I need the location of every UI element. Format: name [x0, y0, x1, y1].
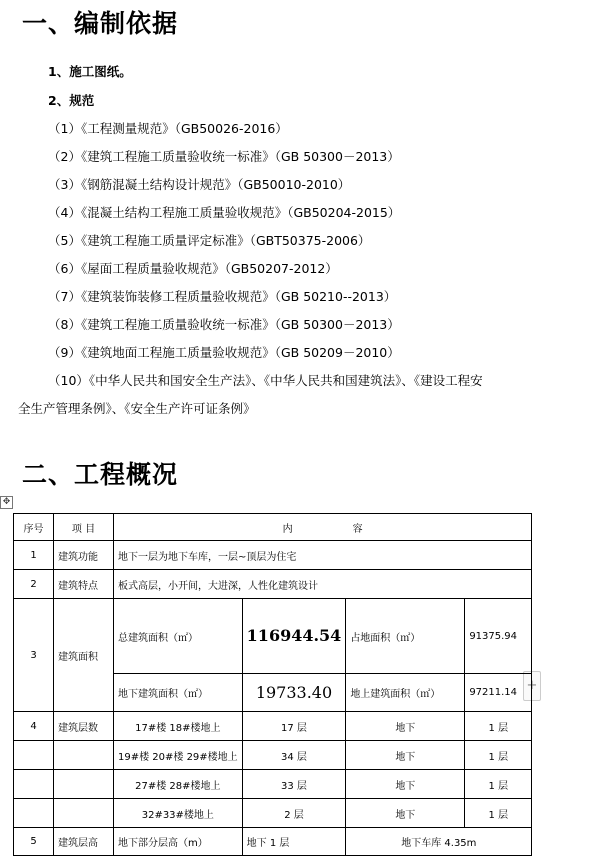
underground-floors-cell: 1 层: [465, 770, 532, 799]
total-area-label: 总建筑面积（㎡）: [114, 599, 243, 674]
floors-cell: 17 层: [242, 712, 346, 741]
underground-cell: 地下: [346, 712, 465, 741]
building-cell: 27#楼 28#楼地上: [114, 770, 243, 799]
table-row: [14, 570, 532, 599]
floor-height-under: 地下 1 层: [242, 828, 346, 856]
header-content: 内 容: [114, 514, 532, 541]
underground-cell: 地下: [346, 741, 465, 770]
seq-cell: [14, 799, 54, 828]
underground-floors-cell: 1 层: [465, 741, 532, 770]
site-area-label: 占地面积（㎡）: [346, 599, 465, 674]
above-ground-area-value: 97211.14: [465, 674, 532, 712]
underground-floors-cell: 1 层: [465, 799, 532, 828]
list-item: （5）《建筑工程施工质量评定标准》（GBT50375-2006）: [48, 233, 371, 248]
item-cell: 建筑面积: [54, 599, 114, 712]
list-item: （1）《工程测量规范》（GB50026-2016）: [48, 121, 288, 136]
item-cell: [54, 770, 114, 799]
floor-height-label: 地下部分层高（m）: [114, 828, 243, 856]
list-item: （4）《混凝土结构工程施工质量验收规范》（GB50204-2015）: [48, 205, 401, 220]
floor-height-value: 地下车库 4.35m: [346, 828, 532, 856]
list-item-continuation: 全生产管理条例》、《安全生产许可证条例》: [18, 401, 256, 416]
add-row-button[interactable]: +: [523, 671, 541, 701]
section-1-title: 一、编制依据: [22, 9, 179, 38]
floors-cell: 2 层: [242, 799, 346, 828]
header-item: 项 目: [54, 514, 114, 541]
underground-cell: 地下: [346, 799, 465, 828]
table-row: [14, 799, 532, 828]
item-cell: [54, 799, 114, 828]
floors-cell: 33 层: [242, 770, 346, 799]
item-cell: 建筑特点: [54, 570, 114, 599]
table-row: [14, 541, 532, 570]
content-cell: 地下一层为地下车库，一层~顶层为住宅: [114, 541, 532, 570]
table-row: [14, 741, 532, 770]
seq-cell: 2: [14, 570, 54, 599]
list-item: （3）《钢筋混凝土结构设计规范》（GB50010-2010）: [48, 177, 351, 192]
underground-cell: 地下: [346, 770, 465, 799]
item-cell: 建筑功能: [54, 541, 114, 570]
table-row: [14, 828, 532, 856]
site-area-value: 91375.94: [465, 599, 532, 674]
underground-area-value: 19733.40: [242, 674, 346, 712]
building-cell: 19#楼 20#楼 29#楼地上: [114, 741, 243, 770]
header-seq: 序号: [14, 514, 54, 541]
building-cell: 17#楼 18#楼地上: [114, 712, 243, 741]
table-move-handle-icon[interactable]: ✥: [0, 496, 13, 509]
seq-cell: 3: [14, 599, 54, 712]
underground-floors-cell: 1 层: [465, 712, 532, 741]
table-row: [14, 712, 532, 741]
seq-cell: [14, 770, 54, 799]
table-row: [14, 770, 532, 799]
table-row: [14, 599, 532, 674]
list-item: （2）《建筑工程施工质量验收统一标准》（GB 50300－2013）: [48, 149, 400, 164]
floors-cell: 34 层: [242, 741, 346, 770]
list-item: （10）《中华人民共和国安全生产法》、《中华人民共和国建筑法》、《建设工程安: [48, 373, 483, 388]
content-cell: 板式高层，小开间，大进深，人性化建筑设计: [114, 570, 532, 599]
total-area-value: 116944.54: [242, 599, 346, 674]
seq-cell: 5: [14, 828, 54, 856]
list-item: （9）《建筑地面工程施工质量验收规范》（GB 50209－2010）: [48, 345, 400, 360]
table-header-row: [14, 514, 532, 541]
seq-cell: 1: [14, 541, 54, 570]
list-item: 2、规范: [48, 93, 95, 108]
section-2-title: 二、工程概况: [22, 460, 179, 489]
list-item: （7）《建筑装饰装修工程质量验收规范》（GB 50210--2013）: [48, 289, 397, 304]
above-ground-area-label: 地上建筑面积（㎡）: [346, 674, 465, 712]
seq-cell: 4: [14, 712, 54, 741]
list-item: 1、施工图纸。: [48, 64, 132, 79]
item-cell: 建筑层高: [54, 828, 114, 856]
seq-cell: [14, 741, 54, 770]
building-cell: 32#33#楼地上: [114, 799, 243, 828]
item-cell: 建筑层数: [54, 712, 114, 741]
item-cell: [54, 741, 114, 770]
project-overview-table: [13, 513, 532, 856]
list-item: （8）《建筑工程施工质量验收统一标准》（GB 50300－2013）: [48, 317, 400, 332]
list-item: （6）《屋面工程质量验收规范》（GB50207-2012）: [48, 261, 338, 276]
underground-area-label: 地下建筑面积（㎡）: [114, 674, 243, 712]
